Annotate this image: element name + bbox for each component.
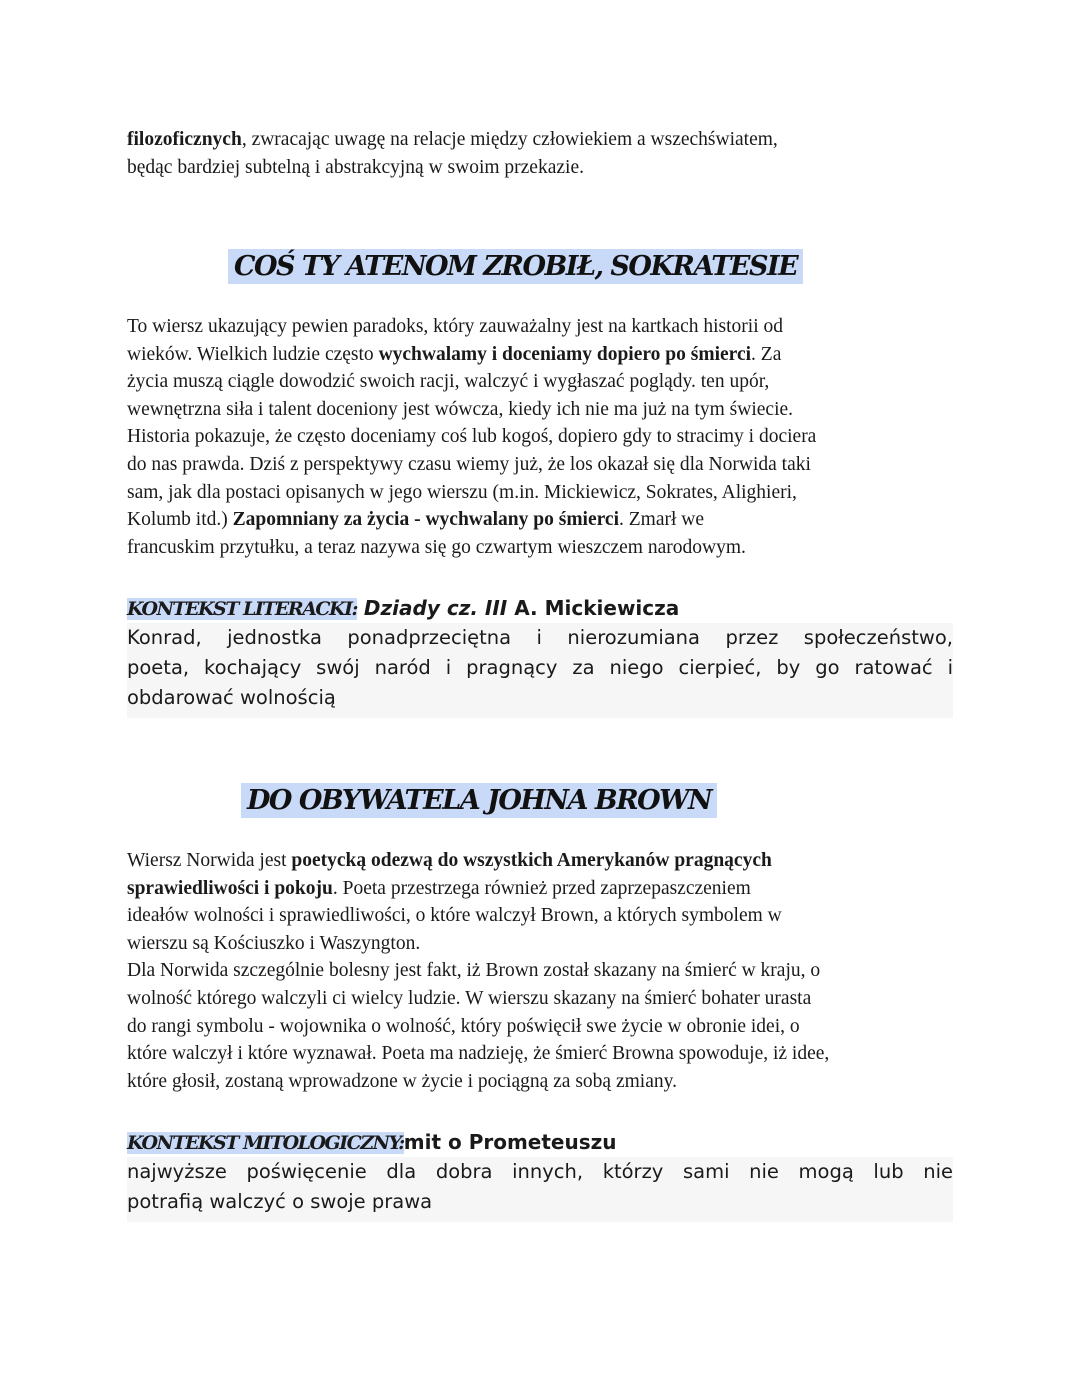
mythological-context-text: [127, 1157, 953, 1217]
literary-context-text: [127, 623, 953, 713]
bold-text: Zapomniany za życia - wychwalany po śmierci: [232, 509, 620, 531]
text: Wiersz Norwida jest: [127, 850, 292, 871]
text: francuskim przytułku, a teraz nazywa się go czwartym wieszczem narodowym.: [127, 536, 746, 558]
context-line: Konrad, jednostka ponadprzeciętna i nierozumiana przez społeczeństwo,: [127, 626, 953, 649]
text-line: [127, 313, 953, 341]
text-line: [127, 341, 953, 369]
context-topic: mit o Prometeuszu: [403, 1130, 617, 1154]
text: , zwracając uwagę na relacje między człowiekiem a wszechświatem,: [241, 129, 778, 150]
text-line: [127, 154, 953, 182]
context-author: A. Mickiewicza: [507, 596, 680, 620]
text: . Poeta przestrzega również przed zaprzepaszczeniem: [332, 877, 751, 899]
text-line: [127, 451, 953, 479]
text-line: [127, 902, 953, 930]
text-line: [127, 479, 953, 507]
context-line: poeta, kochający swój naród i pragnący za niego cierpieć, by go ratować i: [127, 656, 953, 679]
text: . Zmarł we: [619, 509, 705, 531]
text: życia muszą ciągle dowodzić swoich racji, walczyć i wygłaszać poglądy. ten upór,: [127, 371, 770, 393]
text: Kolumb itd.): [127, 509, 233, 531]
literary-context-box: [127, 593, 953, 718]
text-line: [127, 1068, 953, 1096]
text: do nas prawda. Dziś z perspektywy czasu wiemy już, że los okazał się dla Norwida taki: [127, 453, 811, 475]
text: wolność którego walczyli ci wielcy ludzie. W wierszu skazany na śmierć bohater urasta: [127, 987, 812, 1009]
context-label: KONTEKST LITERACKI:: [127, 598, 357, 620]
text-line: [127, 847, 953, 875]
text: do rangi symbolu - wojownika o wolność, który poświęcił swe życie w obronie idei, o: [127, 1015, 800, 1037]
bold-text: wychwalamy i doceniamy dopiero po śmierci: [378, 343, 752, 365]
text: . Za: [751, 343, 782, 365]
text-line: [127, 506, 953, 534]
context-line: najwyższe poświęcenie dla dobra innych, którzy sami nie mogą lub nie: [127, 1160, 953, 1183]
sokrates-paragraph: [127, 313, 953, 561]
text-line: [127, 423, 953, 451]
text-line: [127, 1013, 953, 1041]
text: ideałów wolności i sprawiedliwości, o które walczył Brown, a których symbolem w: [127, 905, 782, 927]
text-line: [127, 126, 953, 154]
text: wieków. Wielkich ludzie często: [127, 343, 379, 365]
context-line: obdarować wolnością: [127, 686, 336, 709]
bold-text: poetycką odezwą do wszystkich Amerykanów pragnących: [291, 850, 772, 871]
bold-text: sprawiedliwości i pokoju: [127, 877, 333, 899]
text-line: [127, 957, 953, 985]
mythological-context-box: [127, 1127, 953, 1222]
text-line: [127, 368, 953, 396]
text: wewnętrzna siła i talent doceniony jest wówcza, kiedy ich nie ma już na tym świecie.: [127, 398, 794, 420]
text-line: [127, 534, 953, 562]
context-line: potrafią walczyć o swoje prawa: [127, 1190, 433, 1213]
context-label: KONTEKST MITOLOGICZNY:: [127, 1132, 404, 1154]
text-line: [127, 396, 953, 424]
text: które głosił, zostaną wprowadzone w życie i pociągną za sobą zmiany.: [127, 1070, 677, 1092]
text: wierszu są Kościuszko i Waszyngton.: [127, 932, 421, 954]
text: To wiersz ukazujący pewien paradoks, który zauważalny jest na kartkach historii od: [127, 316, 783, 337]
section-heading-brown: DO OBYWATELA JOHNA BROWN: [241, 783, 717, 818]
literary-context-heading: [127, 593, 953, 623]
text-line: [127, 875, 953, 903]
intro-paragraph: [127, 126, 953, 181]
text: będąc bardziej subtelną i abstrakcyjną w swoim przekazie.: [127, 156, 584, 178]
text: które walczył i które wyznawał. Poeta ma nadzieję, że śmierć Browna spowoduje, iż idee,: [127, 1043, 830, 1065]
section-heading-sokrates: COŚ TY ATENOM ZROBIŁ, SOKRATESIE: [228, 249, 803, 284]
brown-paragraph: [127, 847, 953, 1095]
text-line: [127, 930, 953, 958]
text: Dla Norwida szczególnie bolesny jest fakt, iż Brown został skazany na śmierć w kraju, o: [127, 960, 821, 982]
bold-text: filozoficznych: [127, 129, 242, 150]
mythological-context-heading: [127, 1127, 953, 1157]
text-line: [127, 985, 953, 1013]
text: Historia pokazuje, że często doceniamy coś lub kogoś, dopiero gdy to stracimy i dociera: [127, 426, 817, 448]
text-line: [127, 1040, 953, 1068]
text: sam, jak dla postaci opisanych w jego wierszu (m.in. Mickiewicz, Sokrates, Alighieri,: [127, 481, 797, 503]
context-work: Dziady cz. III: [356, 596, 508, 620]
